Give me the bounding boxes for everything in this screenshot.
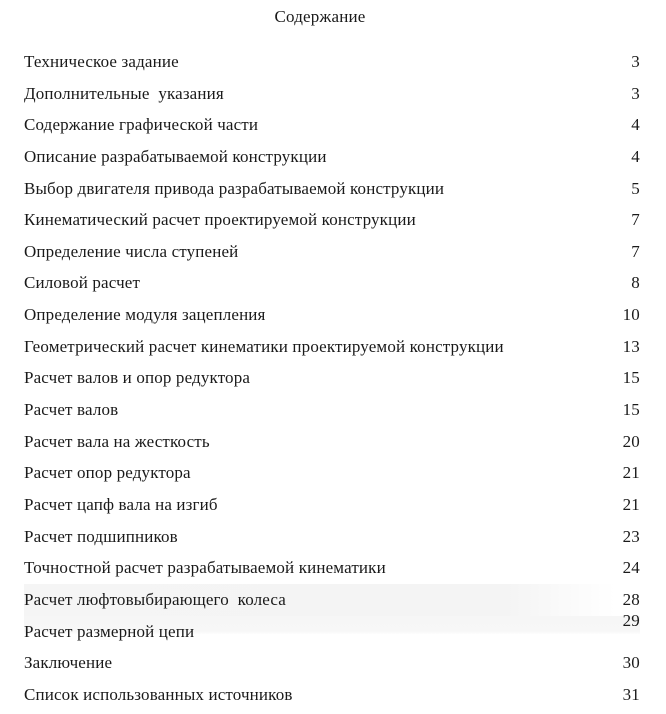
toc-entry-page-number: 13 — [622, 336, 640, 356]
toc-entry-label: Точностной расчет разрабатываемой кинематики — [24, 558, 386, 578]
toc-entry-label: Техническое задание — [24, 52, 179, 71]
toc-entry — [24, 267, 640, 299]
toc-entry — [24, 679, 640, 711]
toc-entry — [24, 141, 640, 173]
toc-entry — [24, 457, 640, 489]
toc-entry — [24, 394, 640, 426]
toc-entry-page-number: 7 — [631, 210, 640, 230]
toc-entry-page-number: 3 — [631, 52, 640, 71]
toc-entry-label: Описание разрабатываемой конструкции — [24, 146, 327, 166]
toc-entry-page-number: 21 — [622, 494, 640, 514]
toc-entry-page-number: 24 — [622, 558, 640, 578]
toc-entry-label: Выбор двигателя привода разрабатываемой конструкции — [24, 178, 445, 198]
toc-entry-label: Геометрический расчет кинематики проектируемой конструкции — [24, 336, 504, 356]
toc-entry-label: Заключение — [24, 653, 113, 673]
toc-entry — [24, 236, 640, 268]
toc-entry — [24, 173, 640, 205]
toc-entry-label: Расчет подшипников — [24, 526, 178, 546]
toc-entry-page-number: 20 — [622, 431, 640, 451]
toc-entry — [24, 331, 640, 363]
toc-entry — [24, 362, 640, 394]
toc-entry-page-number: 23 — [622, 526, 640, 546]
toc-entry-page-number: 10 — [622, 305, 640, 325]
toc-entry-label: Расчет цапф вала на изгиб — [24, 494, 218, 514]
toc-entry-page-number: 21 — [622, 463, 640, 483]
toc-entry-page-number: 28 — [622, 589, 640, 609]
toc-entry-page-number: 29 — [622, 610, 640, 630]
page-title: Содержание — [274, 7, 366, 26]
toc-entry — [24, 78, 640, 110]
toc-entry — [24, 610, 640, 648]
toc-entry-label: Силовой расчет — [24, 273, 141, 293]
toc-entry — [24, 647, 640, 679]
toc-entry-label: Расчет вала на жесткость — [24, 431, 210, 451]
toc-entry-label: Определение модуля зацепления — [24, 305, 266, 325]
toc-entry-label: Содержание графической части — [24, 115, 259, 135]
toc-entry — [24, 584, 640, 616]
toc-entry-label: Дополнительные указания — [24, 83, 224, 103]
toc-entry — [24, 489, 640, 521]
toc-entry-page-number: 30 — [622, 653, 640, 673]
toc-entry — [24, 299, 640, 331]
toc-entry-page-number: 31 — [622, 684, 640, 704]
toc-entry-page-number: 8 — [631, 273, 640, 293]
toc-entry — [24, 109, 640, 141]
toc-entry-page-number: 7 — [631, 241, 640, 261]
toc-entry-label: Расчет валов и опор редуктора — [24, 368, 251, 388]
table-of-contents — [24, 46, 640, 710]
toc-entry — [24, 521, 640, 553]
toc-entry-label: Определение числа ступеней — [24, 241, 239, 261]
toc-entry-label: Расчет валов — [24, 400, 119, 420]
toc-entry-label: Расчет опор редуктора — [24, 463, 191, 483]
toc-entry-label: Расчет люфтовыбирающего колеса — [24, 589, 286, 609]
toc-entry-label: Расчет размерной цепи — [24, 621, 195, 641]
toc-entry-page-number: 3 — [631, 83, 640, 103]
toc-entry-page-number: 15 — [622, 400, 640, 420]
toc-entry-page-number: 4 — [631, 146, 640, 166]
toc-entry — [24, 552, 640, 584]
toc-entry-page-number: 5 — [631, 178, 640, 198]
toc-entry — [24, 204, 640, 236]
toc-entry — [24, 46, 640, 78]
toc-entry — [24, 426, 640, 458]
toc-entry-label: Список использованных источников — [24, 684, 293, 704]
toc-entry-label: Кинематический расчет проектируемой конструкции — [24, 210, 416, 230]
toc-entry-page-number: 15 — [622, 368, 640, 388]
toc-entry-page-number: 4 — [631, 115, 640, 135]
